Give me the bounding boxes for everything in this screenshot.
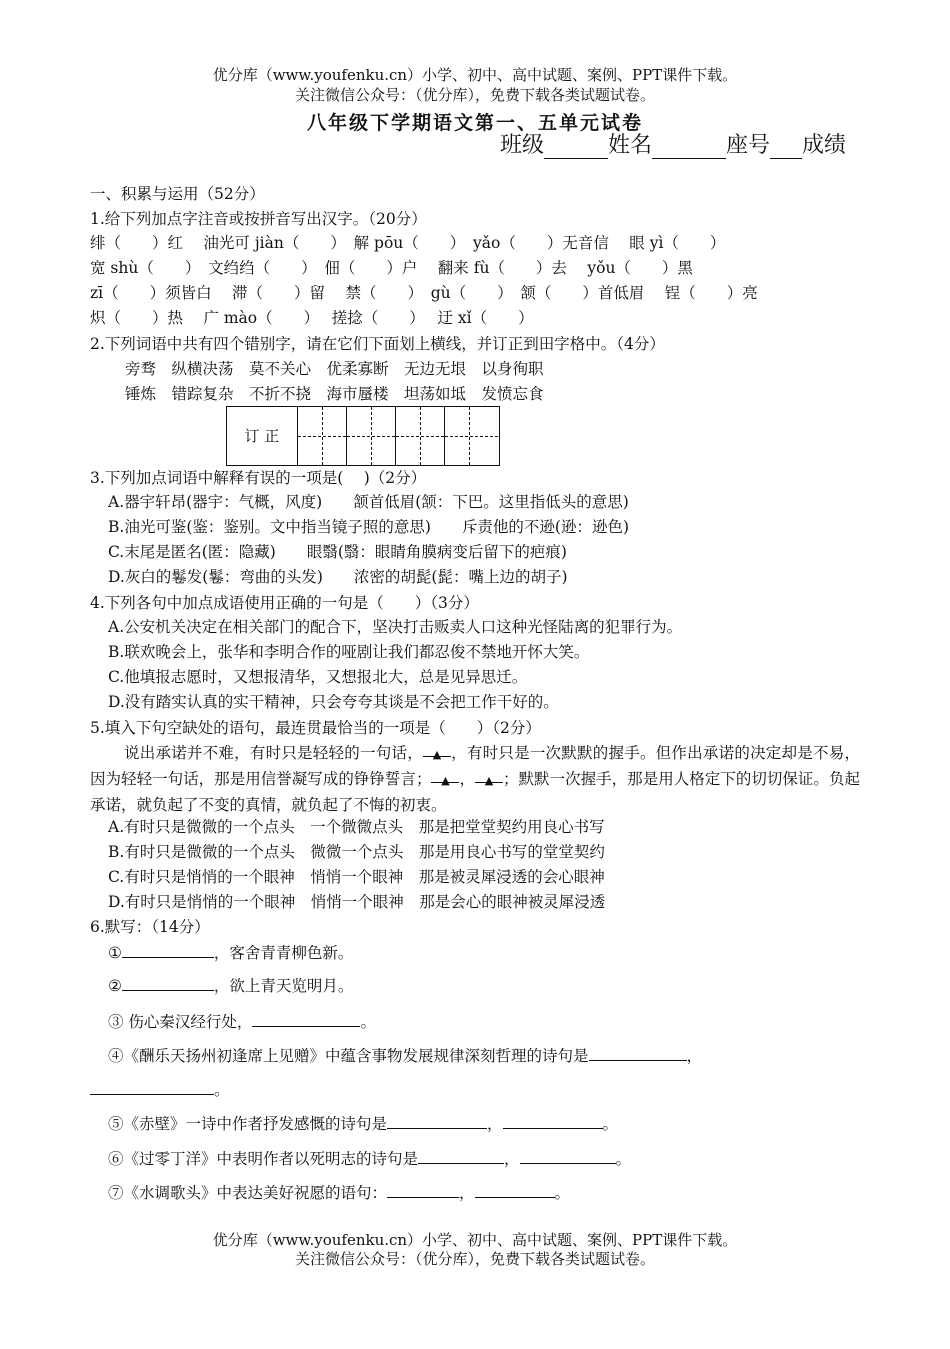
answer-blank[interactable] bbox=[90, 1078, 214, 1095]
answer-blank[interactable] bbox=[252, 1010, 360, 1027]
q5-option-b: B.有时只是微微的一个点头 微微一个点头 那是用良心书写的堂堂契约 bbox=[108, 843, 605, 861]
correction-grid-label: 订 正 bbox=[227, 407, 298, 465]
q5-passage-part: 说出承诺并不难，有时只是轻轻的一句话， bbox=[124, 744, 423, 762]
blank-marker: ▲ bbox=[432, 748, 442, 761]
answer-blank[interactable] bbox=[589, 1044, 687, 1061]
answer-blank[interactable] bbox=[503, 1112, 603, 1129]
item-text: ， bbox=[504, 1150, 520, 1168]
item-text: ⑥《过零丁洋》中表明作者以死明志的诗句是 bbox=[108, 1150, 419, 1168]
q6-item-4 bbox=[108, 1044, 702, 1067]
q2-words-1: 旁骛 纵横决荡 莫不关心 优柔寡断 无边无垠 以身徇职 bbox=[125, 360, 544, 378]
q3-stem: 3.下列加点词语中解释有误的一项是( )（2分） bbox=[90, 469, 427, 487]
q3-option-d: D.灰白的鬈发(鬈：弯曲的头发) 浓密的胡髭(髭：嘴上边的胡子) bbox=[108, 568, 568, 586]
q5-passage bbox=[90, 740, 860, 818]
q5-option-c: C.有时只是悄悄的一个眼神 悄悄一个眼神 那是被灵犀浸透的会心眼神 bbox=[108, 868, 605, 886]
grid-cell[interactable] bbox=[396, 407, 445, 465]
answer-blank[interactable] bbox=[475, 1181, 555, 1198]
q1-row-3: zī（ ）须皆白 滞（ ）留 禁（ ） gù（ ） 颔（ ）首低眉 锃（ ）亮 bbox=[90, 284, 758, 302]
q6-item-3 bbox=[108, 1010, 376, 1033]
blank-marker: ▲ bbox=[441, 774, 450, 787]
answer-blank[interactable] bbox=[122, 974, 214, 991]
q1-row-2: 宽 shù（ ） 文绉绉（ ） 佃（ ）户 翻来 fù（ ）去 yǒu（ ）黑 bbox=[90, 259, 693, 277]
answer-blank[interactable] bbox=[418, 1147, 504, 1164]
q5-option-a: A.有时只是微微的一个点头 一个微微点头 那是把堂堂契约用良心书写 bbox=[108, 818, 605, 836]
q3-option-a: A.器宇轩昂(器宇：气概，风度) 颔首低眉(颔：下巴。这里指低头的意思) bbox=[108, 493, 629, 511]
answer-blank[interactable] bbox=[387, 1181, 459, 1198]
class-blank[interactable] bbox=[544, 138, 608, 159]
blank-marker: ▲ bbox=[484, 774, 494, 787]
q1-row-4: 炽（ ）热 广 mào（ ） 搓捻（ ） 迂 xǐ（ ） bbox=[90, 309, 534, 327]
footer-line-1: 优分库（www.youfenku.cn）小学、初中、高中试题、案例、PPT课件下载。 bbox=[212, 1231, 738, 1249]
item-number: ① bbox=[108, 944, 122, 962]
q5-passage-part: ，有时只是一次默默的握手。但作出承诺的决定却是不易，因为轻轻一句话，那是用信誉凝写成的铮铮誓言； bbox=[90, 744, 860, 788]
q6-item-1 bbox=[108, 941, 353, 964]
q6-item-7 bbox=[108, 1181, 570, 1204]
item-text: 。 bbox=[602, 1115, 619, 1133]
seat-label: 座号 bbox=[726, 133, 771, 158]
q5-option-d: D.有时只是悄悄的一个眼神 悄悄一个眼神 那是会心的眼神被灵犀浸透 bbox=[108, 893, 606, 911]
section-heading: 一、积累与运用（52分） bbox=[90, 185, 265, 203]
grid-cell[interactable] bbox=[298, 407, 347, 465]
q4-stem: 4.下列各句中加点成语使用正确的一句是（ ）（3分） bbox=[90, 594, 479, 612]
score-label: 成绩 bbox=[802, 133, 847, 158]
class-label: 班级 bbox=[500, 133, 545, 158]
q6-stem: 6.默写：（14分） bbox=[90, 918, 210, 936]
q1-stem: 1.给下列加点字注音或按拼音写出汉字。（20分） bbox=[90, 210, 427, 228]
q6-item-4-continued bbox=[90, 1078, 230, 1101]
q5-blank-1[interactable] bbox=[423, 740, 451, 761]
item-text: ④《酬乐天扬州初逢席上见赠》中蕴含事物发展规律深刻哲理的诗句是 bbox=[108, 1047, 589, 1065]
item-text: ， bbox=[686, 1047, 703, 1065]
footer-line-2: 关注微信公众号：（优分库），免费下载各类试题试卷。 bbox=[294, 1250, 655, 1268]
item-text: 。 bbox=[554, 1184, 571, 1202]
page-title: 八年级下学期语文第一、五单元试卷 bbox=[306, 112, 643, 134]
q6-item-2 bbox=[108, 974, 353, 997]
item-text: 。 bbox=[360, 1013, 376, 1031]
item-text: 。 bbox=[214, 1081, 230, 1099]
name-label: 姓名 bbox=[608, 133, 653, 158]
answer-blank[interactable] bbox=[387, 1112, 487, 1129]
q5-blank-2[interactable] bbox=[431, 766, 459, 787]
q4-option-c: C.他填报志愿时，又想报清华，又想报北大，总是见异思迁。 bbox=[108, 668, 528, 686]
q4-option-a: A.公安机关决定在相关部门的配合下，坚决打击贩卖人口这种光怪陆离的犯罪行为。 bbox=[108, 618, 683, 636]
item-text: ⑦《水调歌头》中表达美好祝愿的语句： bbox=[108, 1184, 388, 1202]
grid-cell[interactable] bbox=[347, 407, 396, 465]
q4-option-b: B.联欢晚会上，张华和李明合作的哑剧让我们都忍俊不禁地开怀大笑。 bbox=[108, 643, 590, 661]
q1-row-1: 绯（ ）红 油光可 jiàn（ ） 解 pōu（ ） yǎo（ ）无音信 眼 yì（ ） bbox=[90, 234, 726, 252]
answer-blank[interactable] bbox=[520, 1147, 616, 1164]
item-text: ⑤《赤壁》一诗中作者抒发感慨的诗句是 bbox=[108, 1115, 388, 1133]
student-info-line bbox=[500, 128, 846, 159]
item-text: ，客舍青青柳色新。 bbox=[213, 944, 354, 962]
q5-stem: 5.填入下句空缺处的语句，最连贯最恰当的一项是（ ）（2分） bbox=[90, 719, 541, 737]
q4-option-d: D.没有踏实认真的实干精神，只会夸夸其谈是不会把工作干好的。 bbox=[108, 693, 559, 711]
grid-cell[interactable] bbox=[445, 407, 498, 465]
item-number: ② bbox=[108, 977, 122, 995]
q6-item-6 bbox=[108, 1147, 631, 1170]
q2-words-2: 锤炼 错踪复杂 不折不挠 海市蜃楼 坦荡如坻 发愤忘食 bbox=[125, 385, 544, 403]
item-text: ， bbox=[459, 1184, 475, 1202]
q5-passage-part: ， bbox=[459, 770, 475, 788]
name-blank[interactable] bbox=[652, 138, 726, 159]
q2-stem: 2.下列词语中共有四个错别字，请在它们下面划上横线，并订正到田字格中。（4分） bbox=[90, 335, 665, 353]
q5-passage-part: ；默默一次握手，那是用人格定下的切切保证。负起承诺，就负起了不变的真情，就负起了不悔的初衷。 bbox=[90, 770, 860, 814]
item-text: ③ 伤心秦汉经行处， bbox=[108, 1013, 253, 1031]
q6-item-5 bbox=[108, 1112, 618, 1135]
answer-blank[interactable] bbox=[122, 941, 214, 958]
header-line-2: 关注微信公众号：（优分库），免费下载各类试题试卷。 bbox=[294, 86, 655, 104]
seat-blank[interactable] bbox=[770, 138, 802, 159]
item-text: ，欲上青天览明月。 bbox=[213, 977, 354, 995]
q5-blank-3[interactable] bbox=[475, 766, 503, 787]
item-text: ， bbox=[487, 1115, 503, 1133]
item-text: 。 bbox=[615, 1150, 632, 1168]
header-line-1: 优分库（www.youfenku.cn）小学、初中、高中试题、案例、PPT课件下载。 bbox=[212, 66, 738, 84]
q3-option-b: B.油光可鉴(鉴：鉴别。文中指当镜子照的意思) 斥责他的不逊(逊：逊色) bbox=[108, 518, 630, 536]
correction-grid bbox=[226, 406, 500, 466]
q3-option-c: C.末尾是匿名(匿：隐藏) 眼翳(翳：眼睛角膜病变后留下的疤痕) bbox=[108, 543, 567, 561]
